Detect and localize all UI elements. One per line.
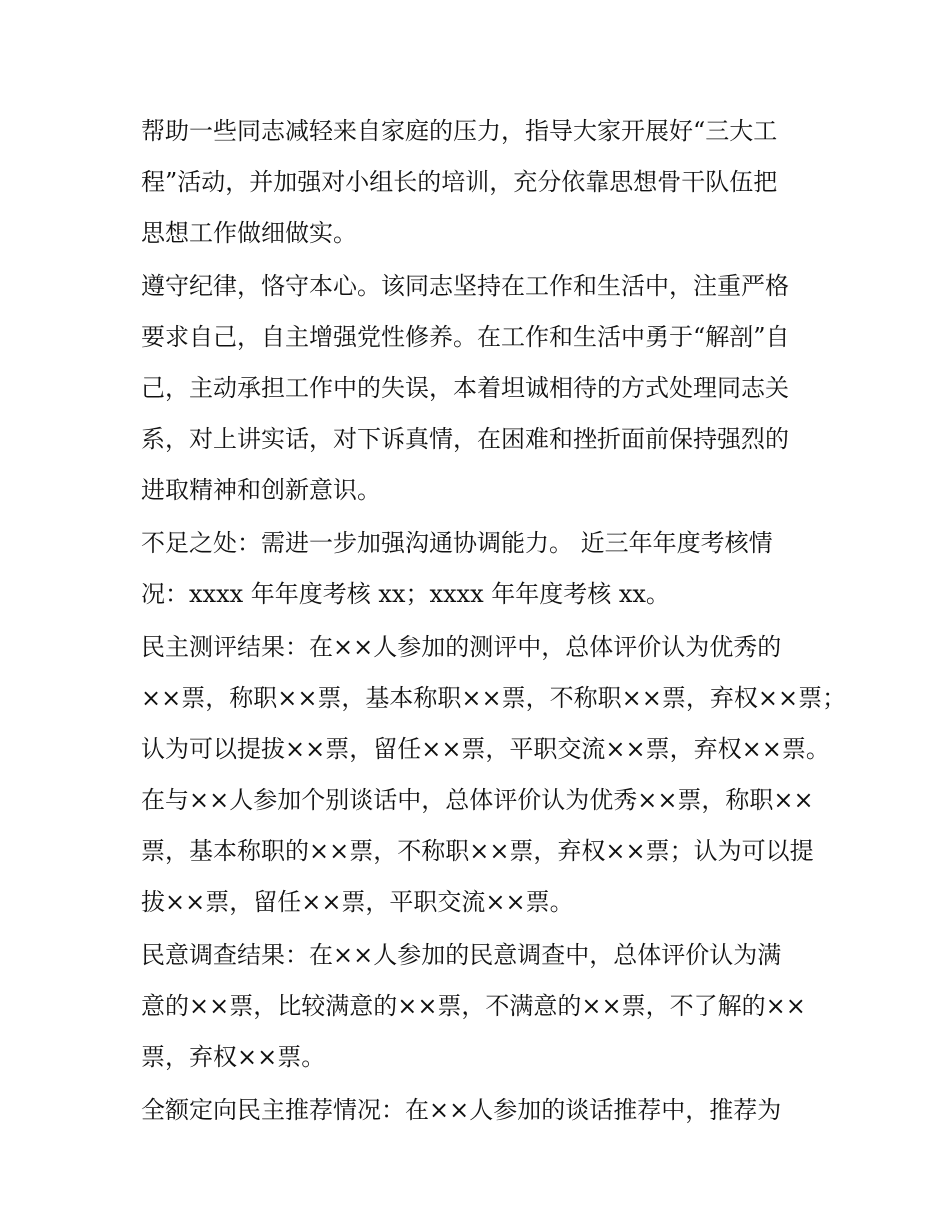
text-line: 票，弃权××票。	[141, 1043, 326, 1071]
text-line: 思想工作做细做实。	[141, 219, 357, 247]
paragraph-family-support	[141, 106, 821, 259]
text-line: 拔××票，留任××票，平职交流××票。	[141, 888, 574, 916]
text-line: 在与××人参加个别谈话中，总体评价认为优秀××票，称职××	[141, 786, 814, 814]
paragraph-discipline	[141, 261, 821, 516]
text-line: 帮助一些同志减轻来自家庭的压力，指导大家开展好“三大工	[141, 117, 778, 145]
text-line: 不足之处：需进一步加强沟通协调能力。 近三年年度考核情	[141, 529, 773, 557]
text-line: 遵守纪律，恪守本心。该同志坚持在工作和生活中，注重严格	[141, 272, 789, 300]
text-line: 系，对上讲实话，对下诉真情，在困难和挫折面前保持强烈的	[141, 425, 789, 453]
text-line: 民意调查结果：在××人参加的民意调查中，总体评价认为满	[141, 941, 782, 969]
document-body	[141, 106, 847, 1136]
text-line: 认为可以提拔××票，留任××票，平职交流××票，弃权××票。	[141, 735, 830, 763]
text-line: ××票，称职××票，基本称职××票，不称职××票，弃权××票；	[141, 684, 847, 712]
text-line: 况：xxxx 年年度考核 xx；xxxx 年年度考核 xx。	[141, 580, 670, 608]
text-line: 己，主动承担工作中的失误，本着坦诚相待的方式处理同志关	[141, 374, 789, 402]
paragraph-recommendation	[141, 1085, 821, 1136]
paragraph-shortcomings-assessment	[141, 518, 821, 620]
text-line: 民主测评结果：在××人参加的测评中，总体评价认为优秀的	[141, 633, 782, 661]
text-line: 要求自己，自主增强党性修养。在工作和生活中勇于“解剖”自	[141, 323, 790, 351]
paragraph-public-opinion-survey	[141, 930, 821, 1083]
text-line: 进取精神和创新意识。	[141, 476, 381, 504]
text-line: 票，基本称职的××票，不称职××票，弃权××票；认为可以提	[141, 837, 814, 865]
paragraph-democratic-evaluation	[141, 622, 847, 928]
text-line: 程”活动，并加强对小组长的培训，充分依靠思想骨干队伍把	[141, 168, 778, 196]
text-line: 意的××票，比较满意的××票，不满意的××票，不了解的××	[141, 992, 806, 1020]
text-line: 全额定向民主推荐情况：在××人参加的谈话推荐中，推荐为	[141, 1096, 782, 1124]
